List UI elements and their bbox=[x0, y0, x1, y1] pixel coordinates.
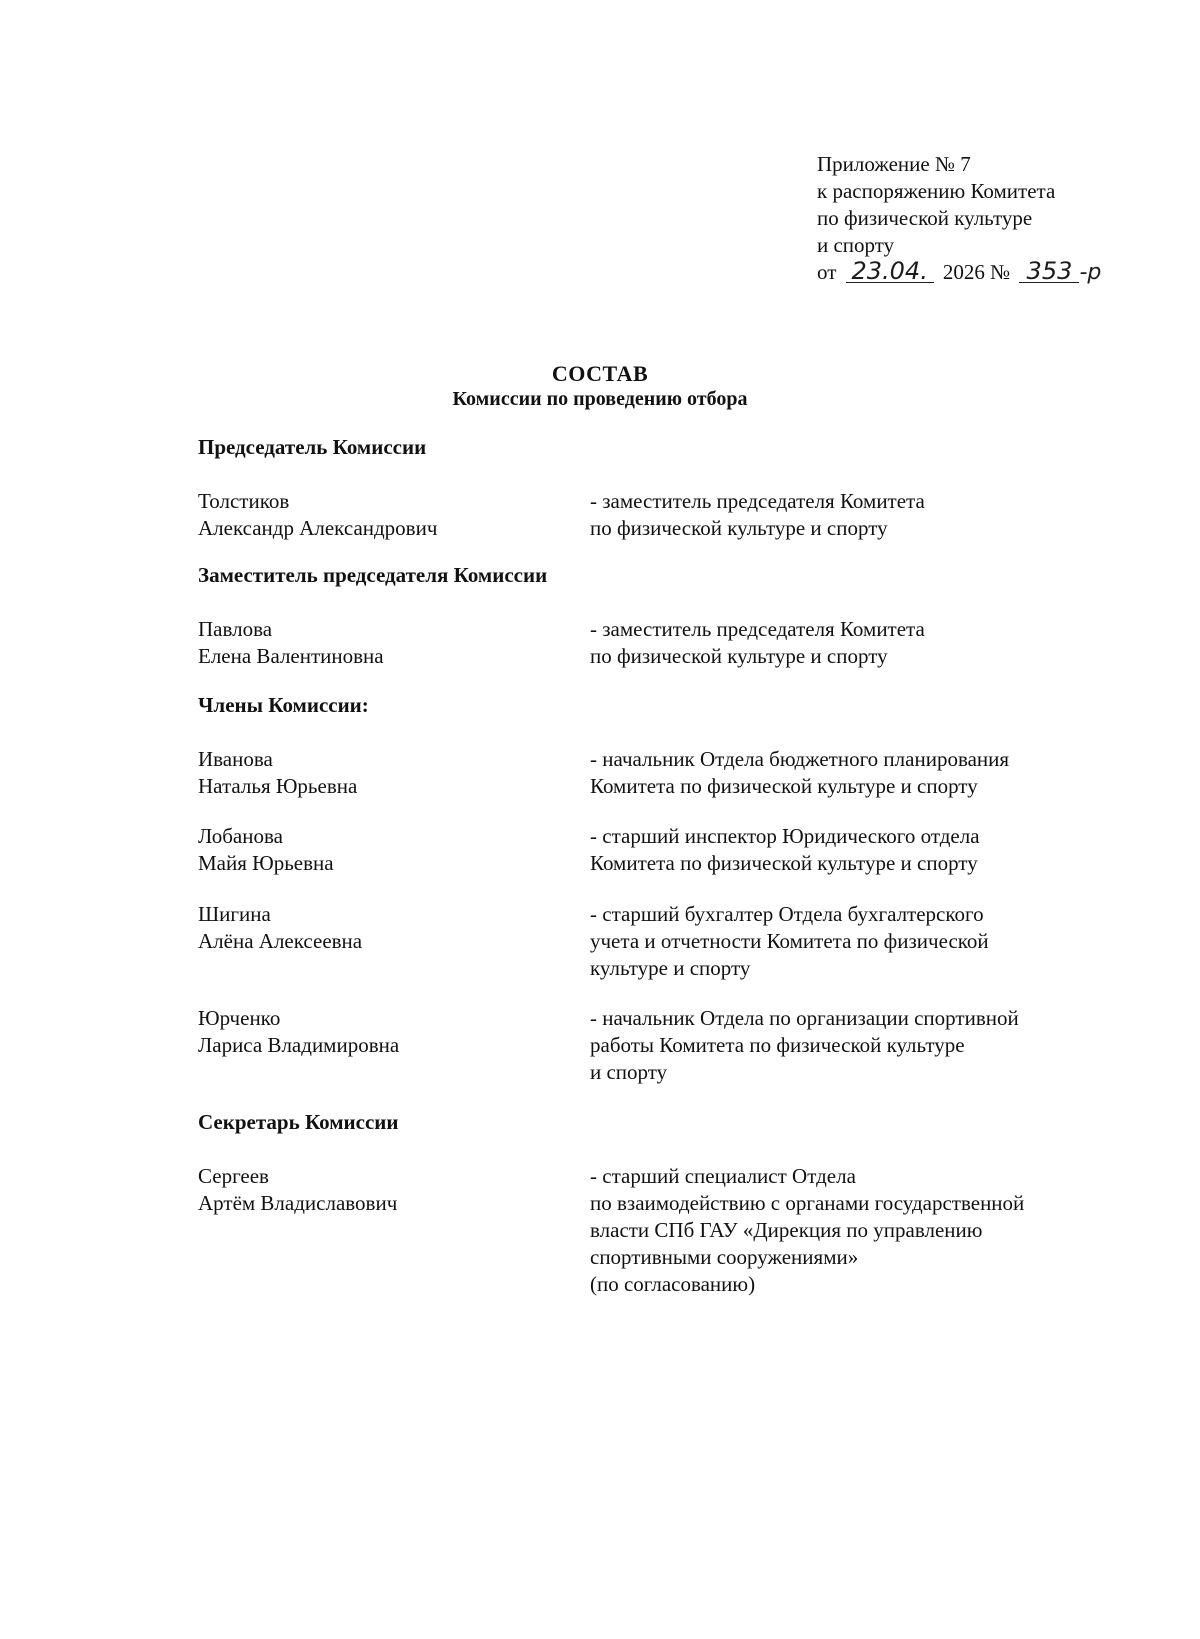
section-heading-deputy: Заместитель председателя Комиссии bbox=[198, 563, 548, 587]
number-prefix: № bbox=[990, 260, 1011, 284]
member-surname: Иванова bbox=[198, 747, 273, 771]
member-name bbox=[198, 488, 437, 542]
document-subtitle: Комиссии по проведению отбора bbox=[452, 388, 748, 410]
member-name bbox=[198, 901, 362, 955]
member-role: - старший специалист Отдела по взаимодействию с органами государственной власти СПб ГАУ «Дирекция по управлению спортивными сооружениями» (по согласованию) bbox=[590, 1164, 1025, 1296]
section-heading-members: Члены Комиссии: bbox=[198, 693, 369, 717]
appendix-block bbox=[817, 151, 1101, 286]
member-role: - заместитель председателя Комитета по физической культуре и спорту bbox=[590, 617, 925, 668]
appendix-line-2: к распоряжению Комитета bbox=[817, 179, 1056, 203]
member-role: - заместитель председателя Комитета по физической культуре и спорту bbox=[590, 489, 925, 540]
member-surname: Павлова bbox=[198, 617, 273, 641]
member-name bbox=[198, 1163, 397, 1217]
appendix-line-4: и спорту bbox=[817, 233, 895, 257]
handwritten-date: 23.04. bbox=[846, 260, 934, 283]
member-given-name: Наталья Юрьевна bbox=[198, 774, 358, 798]
member-name bbox=[198, 1005, 399, 1059]
member-surname: Лобанова bbox=[198, 824, 283, 848]
member-given-name: Алёна Алексеевна bbox=[198, 929, 363, 953]
date-prefix: от bbox=[817, 260, 837, 284]
document-title: СОСТАВ bbox=[551, 361, 649, 386]
section-heading-chair: Председатель Комиссии bbox=[198, 435, 427, 459]
member-name bbox=[198, 823, 334, 877]
member-surname: Юрченко bbox=[198, 1006, 281, 1030]
member-role: - старший бухгалтер Отдела бухгалтерского учета и отчетности Комитета по физической культуре и спорту bbox=[590, 902, 989, 980]
member-role: - начальник Отдела по организации спортивной работы Комитета по физической культуре и спорту bbox=[590, 1006, 1019, 1084]
year: 2026 bbox=[942, 260, 985, 284]
handwritten-number: 353 bbox=[1019, 260, 1079, 283]
member-given-name: Лариса Владимировна bbox=[198, 1033, 400, 1057]
member-given-name: Александр Александрович bbox=[198, 516, 438, 540]
appendix-line-3: по физической культуре bbox=[817, 206, 1033, 230]
member-surname: Толстиков bbox=[198, 489, 290, 513]
member-surname: Сергеев bbox=[198, 1164, 269, 1188]
member-name bbox=[198, 746, 357, 800]
member-surname: Шигина bbox=[198, 902, 271, 926]
member-given-name: Елена Валентиновна bbox=[198, 644, 384, 668]
member-role: - старший инспектор Юридического отдела Комитета по физической культуре и спорту bbox=[590, 824, 980, 875]
member-given-name: Майя Юрьевна bbox=[198, 851, 334, 875]
appendix-date-line bbox=[817, 259, 1101, 286]
member-name bbox=[198, 616, 384, 670]
appendix-line-1: Приложение № 7 bbox=[817, 152, 971, 176]
handwritten-number-suffix: -р bbox=[1079, 260, 1102, 285]
section-heading-secretary: Секретарь Комиссии bbox=[198, 1110, 399, 1134]
member-given-name: Артём Владиславович bbox=[198, 1191, 398, 1215]
member-role: - начальник Отдела бюджетного планирования Комитета по физической культуре и спорту bbox=[590, 747, 1010, 798]
